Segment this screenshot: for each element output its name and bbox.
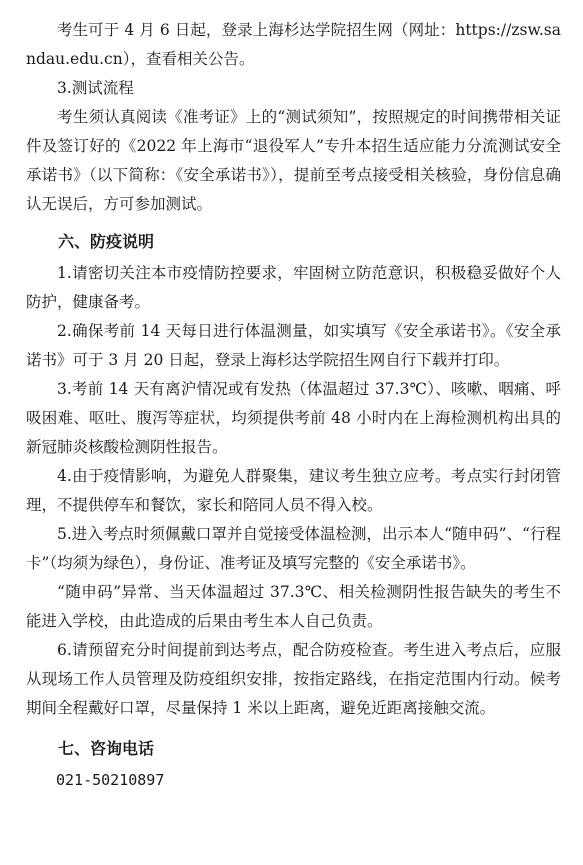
- consult-phone-number: 021-50210897: [56, 771, 165, 789]
- subsection-3-title: 3.测试流程: [57, 79, 134, 97]
- section-7-heading: 七、咨询电话: [58, 739, 155, 758]
- section-6-item-5-note: “随申码”异常、当天体温超过 37.3℃、相关检测阴性报告缺失的考生不能进入学校，由此造成的后果由考生本人自己负责。: [26, 583, 561, 630]
- section-6-item-5: 5.进入考点时须佩戴口罩并自觉接受体温检测，出示本人“随申码”、“行程卡”（均须为绿色），身份证、准考证及填写完整的《安全承诺书》。: [26, 525, 561, 572]
- section-6-item-2: 2.确保考前 14 天每日进行体温测量，如实填写《安全承诺书》。《安全承诺书》可于 3 月 20 日起，登录上海杉达学院招生网自行下载并打印。: [26, 322, 561, 369]
- section-6-item-1: 1.请密切关注本市疫情防控要求，牢固树立防范意识，积极稳妥做好个人防护，健康备考。: [26, 264, 561, 311]
- section-6-item-6: 6.请预留充分时间提前到达考点，配合防疫检查。考生进入考点后，应服从现场工作人员管理及防疫组织安排，按指定路线，在指定范围内行动。候考期间全程戴好口罩，尽量保持 1 米以上距离，避免近距离接触交流。: [26, 641, 561, 717]
- subsection-3-body: 考生须认真阅读《准考证》上的“测试须知”，按照规定的时间携带相关证件及签订好的《2022 年上海市“退役军人”专升本招生适应能力分流测试安全承诺书》（以下简称：《安全承诺书》），提前至考点接受相关核验，身份信息确认无误后，方可参加测试。: [26, 108, 561, 213]
- intro-paragraph: 考生可于 4 月 6 日起，登录上海杉达学院招生网（网址：https://zsw.sandau.edu.cn），查看相关公告。: [26, 21, 561, 68]
- section-6-heading: 六、防疫说明: [58, 232, 155, 251]
- section-6-item-3: 3.考前 14 天有离沪情况或有发热（体温超过 37.3℃）、咳嗽、咽痛、呼吸困难、呕吐、腹泻等症状，均须提供考前 48 小时内在上海检测机构出具的新冠肺炎核酸检测阴性报告。: [26, 380, 561, 456]
- section-6-item-4: 4.由于疫情影响，为避免人群聚集，建议考生独立应考。考点实行封闭管理，不提供停车和餐饮，家长和陪同人员不得入校。: [26, 467, 561, 514]
